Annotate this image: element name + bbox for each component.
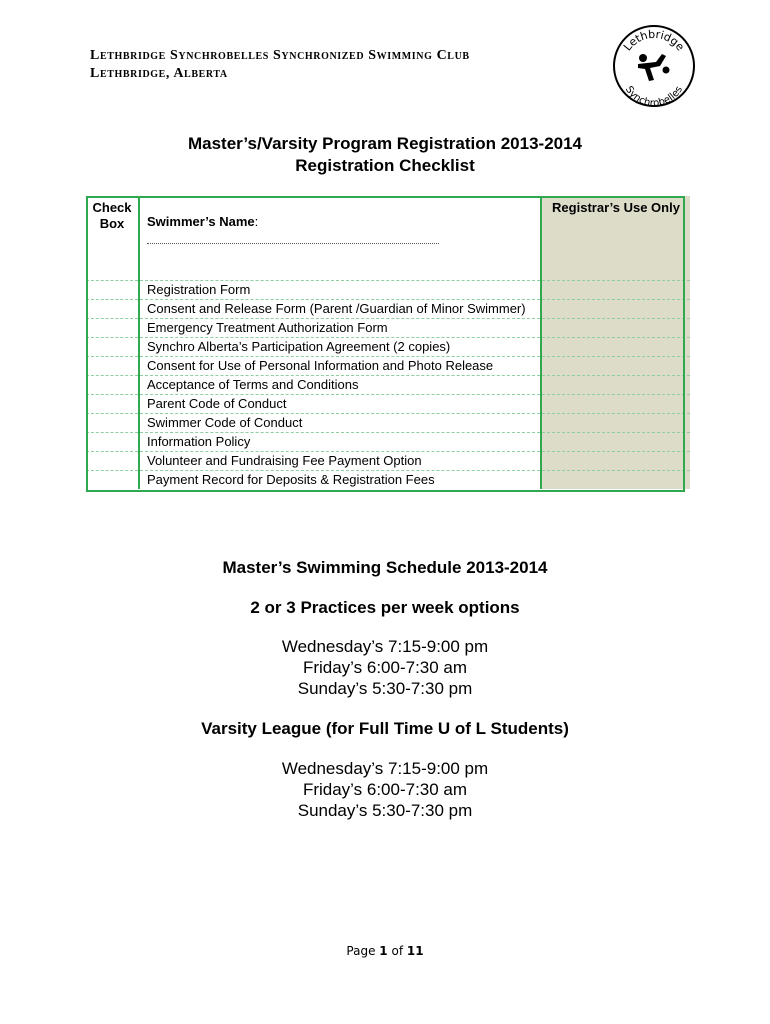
checklist-item-label: Consent and Release Form (Parent /Guardian of Minor Swimmer) bbox=[139, 300, 541, 319]
swimmer-name-colon: : bbox=[254, 214, 259, 229]
logo-bottom-text: Synchrobelles bbox=[622, 84, 686, 108]
title-line-1: Master’s/Varsity Program Registration 2013-2014 bbox=[187, 134, 583, 153]
registrar-use-cell[interactable] bbox=[541, 376, 690, 395]
check-box[interactable] bbox=[86, 395, 139, 414]
check-box[interactable] bbox=[86, 433, 139, 452]
checklist-row bbox=[86, 395, 690, 414]
registrar-use-cell[interactable] bbox=[541, 414, 690, 433]
club-name: Lethbridge Synchrobelles Synchronized Swimming Club bbox=[90, 48, 470, 63]
club-location: Lethbridge, Alberta bbox=[90, 66, 228, 81]
registrar-use-cell[interactable] bbox=[541, 300, 690, 319]
check-box-header bbox=[86, 196, 139, 281]
page-total: 11 bbox=[406, 944, 424, 958]
title-line-2: Registration Checklist bbox=[295, 156, 475, 175]
check-box[interactable] bbox=[86, 376, 139, 395]
check-box[interactable] bbox=[86, 471, 139, 490]
masters-time-wed: Wednesday’s 7:15-9:00 pm bbox=[281, 637, 489, 656]
swimmer-name-field[interactable] bbox=[147, 230, 439, 244]
registrar-use-cell[interactable] bbox=[541, 471, 690, 490]
checklist-row bbox=[86, 338, 690, 357]
schedule-section bbox=[0, 557, 770, 821]
check-box[interactable] bbox=[86, 338, 139, 357]
check-box[interactable] bbox=[86, 319, 139, 338]
checklist-row bbox=[86, 452, 690, 471]
checklist-item-label: Registration Form bbox=[139, 281, 541, 300]
swimmer-name-cell bbox=[139, 196, 541, 281]
check-box[interactable] bbox=[86, 300, 139, 319]
checklist-item-label: Payment Record for Deposits & Registration Fees bbox=[139, 471, 541, 490]
checklist-item-label: Consent for Use of Personal Information and Photo Release bbox=[139, 357, 541, 376]
checklist-row bbox=[86, 300, 690, 319]
registration-checklist-table bbox=[86, 196, 690, 489]
varsity-time-fri: Friday’s 6:00-7:30 am bbox=[302, 780, 468, 799]
checklist-item-label: Emergency Treatment Authorization Form bbox=[139, 319, 541, 338]
masters-time-sun: Sunday’s 5:30-7:30 pm bbox=[297, 679, 473, 698]
checklist-row bbox=[86, 357, 690, 376]
practices-options-heading: 2 or 3 Practices per week options bbox=[250, 598, 520, 617]
checklist-item-label: Acceptance of Terms and Conditions bbox=[139, 376, 541, 395]
checklist-item-label: Synchro Alberta’s Participation Agreement (2 copies) bbox=[139, 338, 541, 357]
registrar-use-cell[interactable] bbox=[541, 338, 690, 357]
registrar-use-cell[interactable] bbox=[541, 357, 690, 376]
checklist-item-label: Swimmer Code of Conduct bbox=[139, 414, 541, 433]
varsity-heading: Varsity League (for Full Time U of L Students) bbox=[201, 719, 569, 738]
check-box[interactable] bbox=[86, 452, 139, 471]
document-title bbox=[0, 133, 770, 177]
logo-top-text: Lethbridge bbox=[621, 27, 687, 54]
registrar-use-cell[interactable] bbox=[541, 281, 690, 300]
checklist-item-label: Information Policy bbox=[139, 433, 541, 452]
registrar-use-cell[interactable] bbox=[541, 395, 690, 414]
checklist-row bbox=[86, 414, 690, 433]
masters-time-fri: Friday’s 6:00-7:30 am bbox=[302, 658, 468, 677]
check-box[interactable] bbox=[86, 281, 139, 300]
registrar-use-cell[interactable] bbox=[541, 319, 690, 338]
varsity-time-wed: Wednesday’s 7:15-9:00 pm bbox=[281, 759, 489, 778]
checklist-row bbox=[86, 471, 690, 490]
check-box[interactable] bbox=[86, 414, 139, 433]
club-logo bbox=[612, 24, 696, 108]
checklist-row bbox=[86, 319, 690, 338]
of-word: of bbox=[391, 944, 404, 958]
varsity-time-sun: Sunday’s 5:30-7:30 pm bbox=[297, 801, 473, 820]
checklist-row bbox=[86, 281, 690, 300]
checklist-row bbox=[86, 433, 690, 452]
checklist-row bbox=[86, 376, 690, 395]
checklist-item-label: Parent Code of Conduct bbox=[139, 395, 541, 414]
swimmer-name-label: Swimmer’s Name bbox=[147, 214, 255, 229]
page-word: Page bbox=[346, 944, 376, 958]
checklist-item-label: Volunteer and Fundraising Fee Payment Option bbox=[139, 452, 541, 471]
letterhead bbox=[90, 47, 470, 83]
registrar-header: Registrar’s Use Only bbox=[541, 196, 690, 281]
page-number: 1 bbox=[379, 944, 388, 958]
masters-schedule-heading: Master’s Swimming Schedule 2013-2014 bbox=[222, 558, 548, 577]
checklist-header-row bbox=[86, 196, 690, 281]
check-header-text: Check bbox=[92, 200, 132, 215]
box-header-text: Box bbox=[99, 216, 125, 231]
registrar-use-cell[interactable] bbox=[541, 452, 690, 471]
registrar-use-cell[interactable] bbox=[541, 433, 690, 452]
page-footer bbox=[0, 944, 770, 958]
check-box[interactable] bbox=[86, 357, 139, 376]
